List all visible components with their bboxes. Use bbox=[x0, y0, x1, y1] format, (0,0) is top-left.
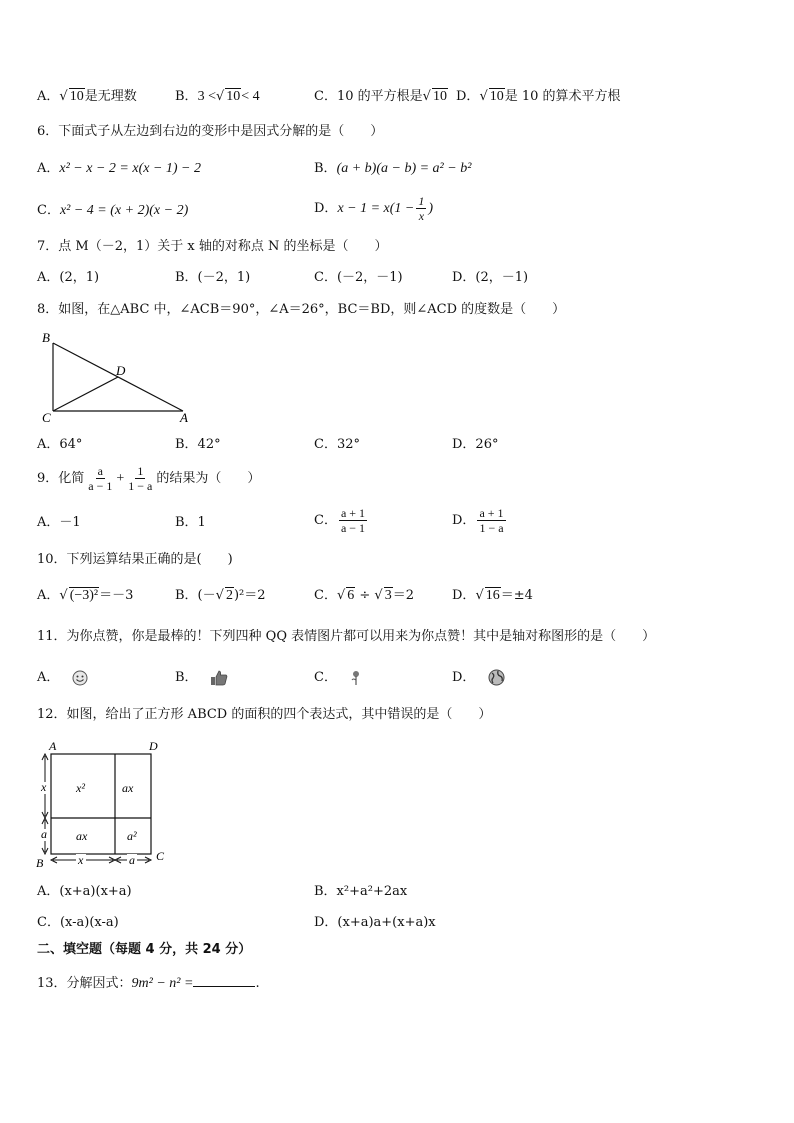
q11-option-a: A． bbox=[37, 668, 88, 688]
q12-side-a-bottom: a bbox=[129, 853, 135, 867]
answer-blank[interactable] bbox=[193, 972, 255, 987]
q12-option-b: B．x²+a²+2ax bbox=[314, 884, 408, 899]
q12-side-a-left: a bbox=[41, 827, 47, 841]
q12-cell-br: a² bbox=[127, 829, 137, 843]
q5-option-b: B．3 <√ 10< 4 bbox=[175, 89, 260, 104]
q5-option-c: C．10 的平方根是√ 10 bbox=[314, 89, 447, 104]
q12-side-x-left: x bbox=[41, 780, 47, 794]
q9-option-a: A．－1 bbox=[37, 515, 81, 530]
q12-cell-tl: x² bbox=[76, 781, 85, 795]
q8-triangle-figure bbox=[38, 330, 198, 426]
q10-option-c: C．√ 6 ÷ √ 3＝2 bbox=[314, 588, 414, 603]
q6-option-d: D．x − 1 = x(1 − $\frac{1}{x}$ ) bbox=[314, 194, 434, 223]
q5-option-d: D．√ 10是 10 的算术平方根 bbox=[456, 89, 621, 104]
q11-option-d: D． bbox=[452, 668, 505, 688]
q10-stem: 10．下列运算结果正确的是( ) bbox=[37, 552, 233, 567]
q8-label-c: C bbox=[42, 410, 51, 425]
q8-option-a: A．64° bbox=[37, 437, 83, 452]
thumbs-up-icon bbox=[210, 670, 228, 686]
q9-stem: 9．化简 $\frac{a}{a - 1}$ + $\frac{1}{1 - a}$ 的结果为（ ） bbox=[37, 464, 261, 493]
q6-stem: 6．下面式子从左边到右边的变形中是因式分解的是（ ） bbox=[37, 124, 384, 139]
q7-option-a: A．(2，1) bbox=[37, 270, 100, 285]
q12-square-figure bbox=[33, 736, 173, 870]
q6-option-c: C．x² − 4 = (x + 2)(x − 2) bbox=[37, 203, 189, 218]
q12-option-a: A．(x+a)(x+a) bbox=[37, 884, 132, 899]
q10-option-d: D．√ 16＝±4 bbox=[452, 588, 533, 603]
q12-label-b: B bbox=[36, 856, 44, 870]
q8-label-a: A bbox=[180, 410, 188, 425]
q12-option-c: C．(x-a)(x-a) bbox=[37, 915, 119, 930]
q9-option-c: C． $\frac{a + 1}{a - 1}$ bbox=[314, 506, 366, 535]
q7-option-d: D．(2，－1) bbox=[452, 270, 529, 285]
q12-cell-bl: ax bbox=[76, 829, 88, 843]
q7-option-c: C．(－2，－1) bbox=[314, 270, 403, 285]
q6-option-a: A．x² − x − 2 = x(x − 1) − 2 bbox=[37, 161, 202, 176]
q10-option-a: A．√ (−3)²＝－3 bbox=[37, 588, 134, 603]
q7-option-b: B．(－2，1) bbox=[175, 270, 251, 285]
q6-option-b: B．(a + b)(a − b) = a² − b² bbox=[314, 161, 472, 176]
q11-option-c: C． bbox=[314, 668, 363, 688]
q8-option-b: B．42° bbox=[175, 437, 221, 452]
smiley-icon bbox=[72, 670, 88, 686]
q7-stem: 7．点 M（－2，1）关于 x 轴的对称点 N 的坐标是（ ） bbox=[37, 239, 388, 254]
rose-icon bbox=[349, 670, 363, 686]
q12-option-d: D．(x+a)a+(x+a)x bbox=[314, 915, 436, 930]
section-title: 二、填空题（每题 4 分，共 24 分） bbox=[37, 942, 252, 957]
q8-option-c: C．32° bbox=[314, 437, 360, 452]
q8-label-b: B bbox=[42, 330, 50, 345]
q12-side-x-bottom: x bbox=[78, 853, 84, 867]
q8-label-d: D bbox=[116, 363, 126, 378]
q12-label-d: D bbox=[149, 739, 158, 753]
q10-option-b: B．(－√ 2)²＝2 bbox=[175, 588, 266, 603]
q8-option-d: D．26° bbox=[452, 437, 499, 452]
q13-stem: 13．分解因式：9m² − n² = . bbox=[37, 972, 260, 994]
q11-stem: 11．为你点赞，你是最棒的！下列四种 QQ 表情图片都可以用来为你点赞！其中是轴对称图形的是（ ） bbox=[37, 629, 656, 644]
q12-cell-tr: ax bbox=[122, 781, 134, 795]
q12-label-a: A bbox=[49, 739, 57, 753]
q9-option-d: D． $\frac{a + 1}{1 - a}$ bbox=[452, 506, 504, 535]
q11-option-b: B． bbox=[175, 668, 228, 688]
q5-option-a: A．√ 10是无理数 bbox=[37, 89, 137, 104]
q12-stem: 12．如图，给出了正方形 ABCD 的面积的四个表达式，其中错误的是（ ） bbox=[37, 707, 492, 722]
q9-option-b: B．1 bbox=[175, 515, 206, 530]
q8-stem: 8．如图，在△ABC 中，∠ACB＝90°，∠A＝26°，BC＝BD，则∠ACD 的度数是（ ） bbox=[37, 302, 566, 317]
q12-label-c: C bbox=[156, 849, 165, 863]
globe-icon bbox=[488, 669, 505, 686]
